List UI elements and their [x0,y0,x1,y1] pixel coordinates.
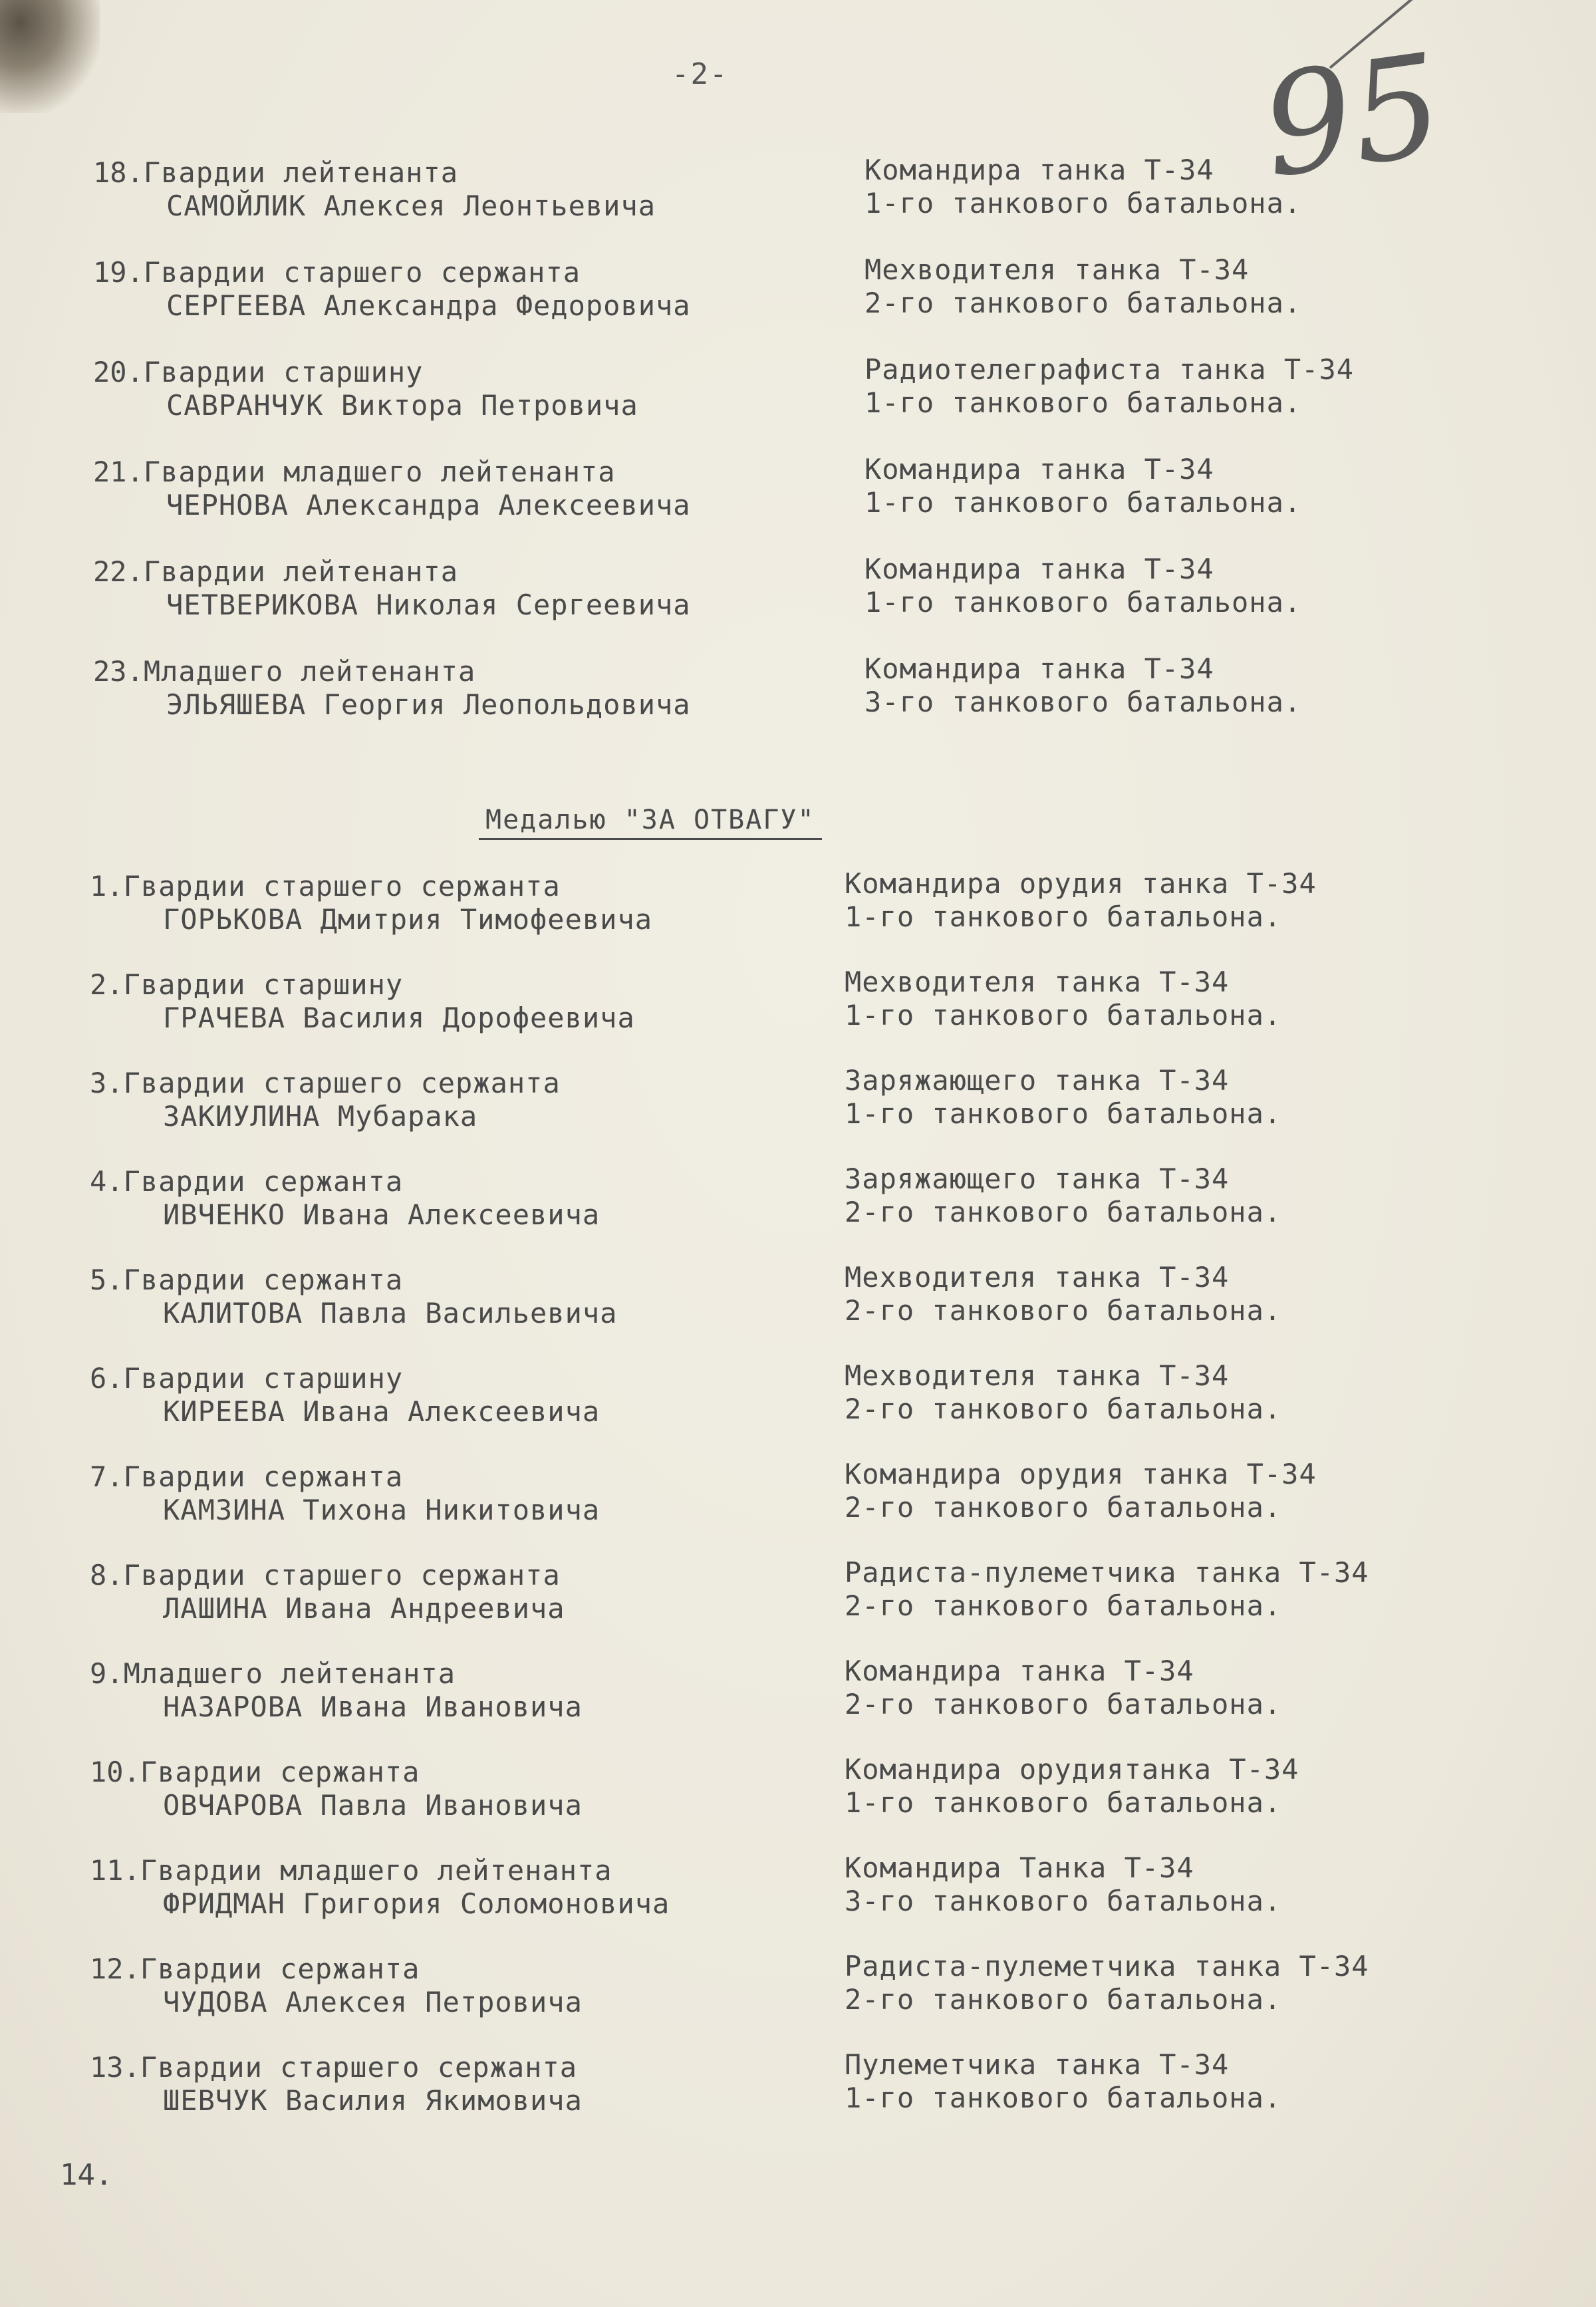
entry-number: 2. [90,968,124,1001]
entry-name: ГРАЧЕВА Василия Дорофеевича [163,1002,635,1034]
entry-position [845,1556,1369,1623]
list-item [90,2051,583,2117]
position-line-1: Заряжающего танка Т-34 [845,1162,1230,1195]
list-item [90,1756,583,1822]
position-line-2: 2-го танкового батальона. [845,1393,1282,1425]
entry-name: КИРЕЕВА Ивана Алексеевича [163,1395,600,1428]
entry-rank: Гвардии старшего сержанта [123,1067,561,1099]
entry-number: 6. [90,1362,124,1395]
list-item [90,1067,561,1133]
list-item [90,1854,670,1921]
entry-rank: Гвардии сержанта [140,1953,420,1985]
entry-number: 4. [90,1165,124,1198]
list-item [90,1362,600,1428]
position-line-1: Радиотелеграфиста танка Т-34 [864,353,1355,386]
position-line-2: 2-го танкового батальона. [845,1491,1282,1524]
list-item [90,1460,600,1527]
list-item [93,256,691,323]
position-line-1: Командира танка Т-34 [864,652,1214,685]
position-line-2: 1-го танкового батальона. [845,1097,1282,1130]
corner-stain [0,0,100,113]
entry-rank: Гвардии старшего сержанта [123,870,561,902]
entry-rank: Гвардии старшего сержанта [140,2051,578,2084]
entry-name: ШЕВЧУК Василия Якимовича [163,2084,583,2117]
entry-position [845,1950,1369,2016]
entry-rank: Гвардии старшину [143,356,424,388]
entry-rank: Гвардии сержанта [123,1264,404,1296]
entry-number: 12. [90,1953,140,1985]
list-item [93,356,638,422]
list-item [93,655,691,722]
entry-position [845,1655,1281,1721]
entry-name: НАЗАРОВА Ивана Ивановича [163,1691,583,1723]
entry-position [845,867,1317,934]
entry-number: 18. [93,156,144,189]
entry-position [845,1359,1281,1426]
list-item [93,555,691,622]
entry-number: 19. [93,256,144,289]
entry-rank: Гвардии старшину [123,968,404,1001]
entry-position [845,1458,1317,1524]
position-line-2: 2-го танкового батальона. [845,1294,1282,1327]
entry-position [864,154,1301,220]
position-line-1: Мехводителя танка Т-34 [845,1359,1230,1392]
last-entry-number: 14. [60,2158,113,2192]
entry-position [845,1261,1281,1327]
position-line-2: 2-го танкового батальона. [845,1589,1282,1622]
position-line-1: Мехводителя танка Т-34 [845,1261,1230,1293]
list-item [90,968,635,1035]
entry-rank: Младшего лейтенанта [143,655,476,688]
entry-name: ФРИДМАН Григория Соломоновича [163,1887,670,1920]
entry-rank: Гвардии лейтенанта [143,156,459,189]
entry-number: 13. [90,2051,140,2084]
position-line-1: Мехводителя танка Т-34 [845,966,1230,998]
list-item [90,1657,583,1724]
page-number: -2- [672,57,729,91]
position-line-2: 1-го танкового батальона. [864,187,1302,219]
entry-position [864,253,1301,320]
handwritten-number: 95 [1253,23,1452,209]
entry-number: 11. [90,1854,140,1887]
entry-position [864,353,1354,420]
position-line-1: Командира танка Т-34 [845,1655,1194,1687]
entry-name: КАМЗИНА Тихона Никитовича [163,1494,600,1526]
entry-number: 20. [93,356,144,388]
entry-name: ЭЛЬЯШЕВА Георгия Леопольдовича [166,688,691,721]
entry-name: КАЛИТОВА Павла Васильевича [163,1297,618,1329]
entry-position [864,553,1301,619]
list-item [93,456,691,522]
position-line-1: Радиста-пулеметчика танка Т-34 [845,1950,1369,1982]
position-line-2: 1-го танкового батальона. [845,900,1282,933]
position-line-1: Мехводителя танка Т-34 [864,253,1250,286]
position-line-1: Командира орудия танка Т-34 [845,867,1317,900]
entry-rank: Младшего лейтенанта [123,1657,456,1690]
list-item [93,156,656,223]
position-line-2: 1-го танкового батальона. [864,386,1302,419]
entry-name: САМОЙЛИК Алексея Леонтьевича [166,190,656,222]
position-line-1: Командира Танка Т-34 [845,1851,1194,1884]
position-line-2: 1-го танкового батальона. [845,2082,1282,2114]
entry-number: 22. [93,555,144,588]
entry-name: ГОРЬКОВА Дмитрия Тимофеевича [163,903,653,936]
entry-name: ИВЧЕНКО Ивана Алексеевича [163,1198,600,1231]
list-item [90,1559,565,1625]
entry-number: 23. [93,655,144,688]
entry-rank: Гвардии лейтенанта [143,555,459,588]
position-line-2: 2-го танкового батальона. [864,287,1302,319]
entry-number: 5. [90,1264,124,1296]
entry-rank: Гвардии сержанта [140,1756,420,1788]
entry-name: ЧЕРНОВА Александра Алексеевича [166,489,691,521]
position-line-1: Командира танка Т-34 [864,553,1214,585]
entry-rank: Гвардии младшего лейтенанта [143,456,616,488]
entry-number: 3. [90,1067,124,1099]
entry-position [845,1753,1299,1820]
position-line-1: Командира орудиятанка Т-34 [845,1753,1299,1786]
entry-name: ОВЧАРОВА Павла Ивановича [163,1789,583,1822]
position-line-2: 1-го танкового батальона. [845,1786,1282,1819]
section-title: Медалью "ЗА ОТВАГУ" [479,805,822,840]
entry-rank: Гвардии старшего сержанта [143,256,581,289]
list-item [90,1953,583,2019]
position-line-2: 1-го танкового батальона. [864,486,1302,519]
entry-name: ЧЕТВЕРИКОВА Николая Сергеевича [166,589,691,621]
entry-name: ЛАШИНА Ивана Андреевича [163,1592,565,1625]
entry-position [845,2048,1281,2115]
position-line-2: 3-го танкового батальона. [845,1885,1282,1917]
entry-position [845,1851,1281,1918]
entry-rank: Гвардии сержанта [123,1165,404,1198]
position-line-2: 3-го танкового батальона. [864,686,1302,718]
position-line-2: 1-го танкового батальона. [864,586,1302,618]
entry-name: ЗАКИУЛИНА Мубарака [163,1100,478,1133]
position-line-2: 2-го танкового батальона. [845,1983,1282,2016]
entry-number: 1. [90,870,124,902]
list-item [90,870,652,936]
entry-number: 7. [90,1460,124,1493]
position-line-1: Командира орудия танка Т-34 [845,1458,1317,1490]
position-line-2: 1-го танкового батальона. [845,999,1282,1031]
entry-number: 8. [90,1559,124,1591]
position-line-1: Радиста-пулеметчика танка Т-34 [845,1556,1369,1589]
entry-position [845,966,1281,1032]
entry-position [864,652,1301,719]
position-line-1: Командира танка Т-34 [864,453,1214,485]
entry-name: ЧУДОВА Алексея Петровича [163,1986,583,2018]
entry-name: СЕРГЕЕВА Александра Федоровича [166,289,691,322]
entry-rank: Гвардии младшего лейтенанта [140,1854,612,1887]
entry-rank: Гвардии старшину [123,1362,404,1395]
position-line-1: Командира танка Т-34 [864,154,1214,186]
entry-number: 9. [90,1657,124,1690]
entry-number: 21. [93,456,144,488]
entry-position [845,1064,1281,1131]
entry-rank: Гвардии старшего сержанта [123,1559,561,1591]
position-line-1: Пулеметчика танка Т-34 [845,2048,1230,2081]
entry-rank: Гвардии сержанта [123,1460,404,1493]
entry-position [845,1162,1281,1229]
position-line-2: 2-го танкового батальона. [845,1688,1282,1720]
entry-number: 10. [90,1756,140,1788]
position-line-2: 2-го танкового батальона. [845,1196,1282,1228]
entry-position [864,453,1301,519]
position-line-1: Заряжающего танка Т-34 [845,1064,1230,1097]
list-item [90,1264,617,1330]
entry-name: САВРАНЧУК Виктора Петровича [166,389,638,422]
list-item [90,1165,600,1232]
